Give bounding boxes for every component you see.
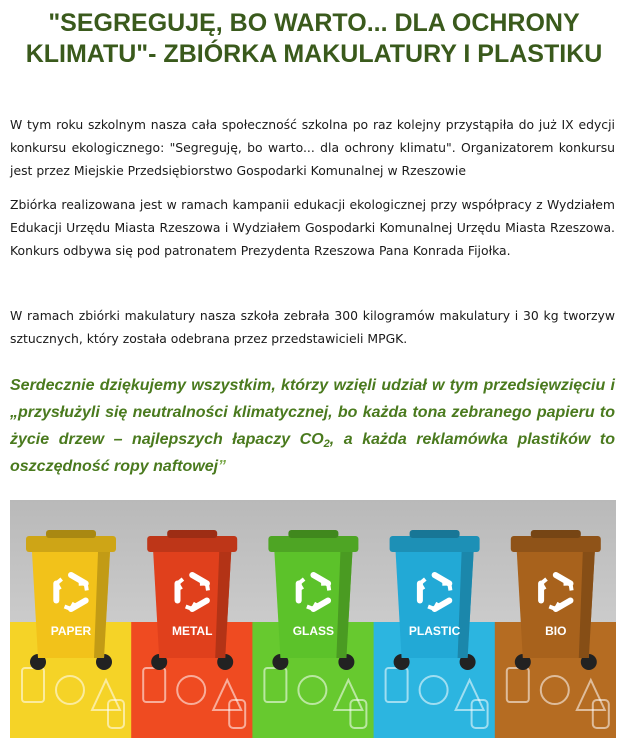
lid-handle [167, 530, 217, 538]
lid-handle [410, 530, 460, 538]
bin-lid [26, 536, 116, 552]
thanks-message [10, 372, 615, 480]
campaign-paragraph: Zbiórka realizowana jest w ramach kampanii edukacji ekologicznej przy współpracy z Wydziałem Edukacji Urzędu Miasta Rzeszowa i Wydziałem Gospodarki Komunalnej Urzędu Miasta Rzeszowa. Konkurs odbywa się pod patronatem Prezydenta Rzeszowa Pana Konrada Fijołka. [10, 197, 615, 258]
lid-handle [531, 530, 581, 538]
recycling-bins-image [10, 500, 616, 738]
intro-paragraph: W tym roku szkolnym nasza cała społeczność szkolna po raz kolejny przystąpiła do już IX edycji konkursu ekologicznego: "Segreguję, bo warto... dla ochrony klimatu". Organizatorem konkursu jest przez Miejskie Przedsiębiorstwo Gospodarki Komunalnej w Rzeszowie [10, 117, 615, 178]
bin-lid [390, 536, 480, 552]
bin-label: GLASS [292, 624, 335, 638]
recycle-icon [50, 571, 92, 613]
bin-lid [268, 536, 358, 552]
recycle-icon [171, 571, 213, 613]
recycle-icon [535, 571, 577, 613]
bin-label: BIO [545, 624, 567, 638]
bin-label: PAPER [50, 624, 92, 638]
results-paragraph: W ramach zbiórki makulatury nasza szkoła zebrała 300 kilogramów makulatury i 30 kg tworzyw sztucznych, który została odebrana przez przedstawicieli MPGK. [10, 308, 615, 346]
lid-handle [46, 530, 96, 538]
recycle-icon [414, 571, 456, 613]
bin-lid [511, 536, 601, 552]
thanks-text-part1: Serdecznie dziękujemy wszystkim, którzy wzięli udział w tym przedsięwzięciu i „przysłużyli się neutralności klimatycznej, bo każda tona zebranego papieru to życie drzew – najlepszych łapaczy CO [10, 377, 615, 448]
lid-handle [288, 530, 338, 538]
thanks-text-part2: , a każda reklamówka plastików to oszczędność ropy naftowej [10, 431, 615, 475]
recycling-bins-illustration [10, 500, 616, 738]
bin-lid [147, 536, 237, 552]
co2-subscript: 2 [323, 438, 330, 450]
closing-quote: ” [218, 458, 227, 475]
bin-label: METAL [171, 624, 213, 638]
recycle-icon [292, 571, 334, 613]
page-title: "SEGREGUJĘ, BO WARTO... DLA OCHRONY KLIMATU"- ZBIÓRKA MAKULATURY I PLASTIKU [25, 9, 603, 68]
bin-label: PLASTIC [408, 624, 461, 638]
